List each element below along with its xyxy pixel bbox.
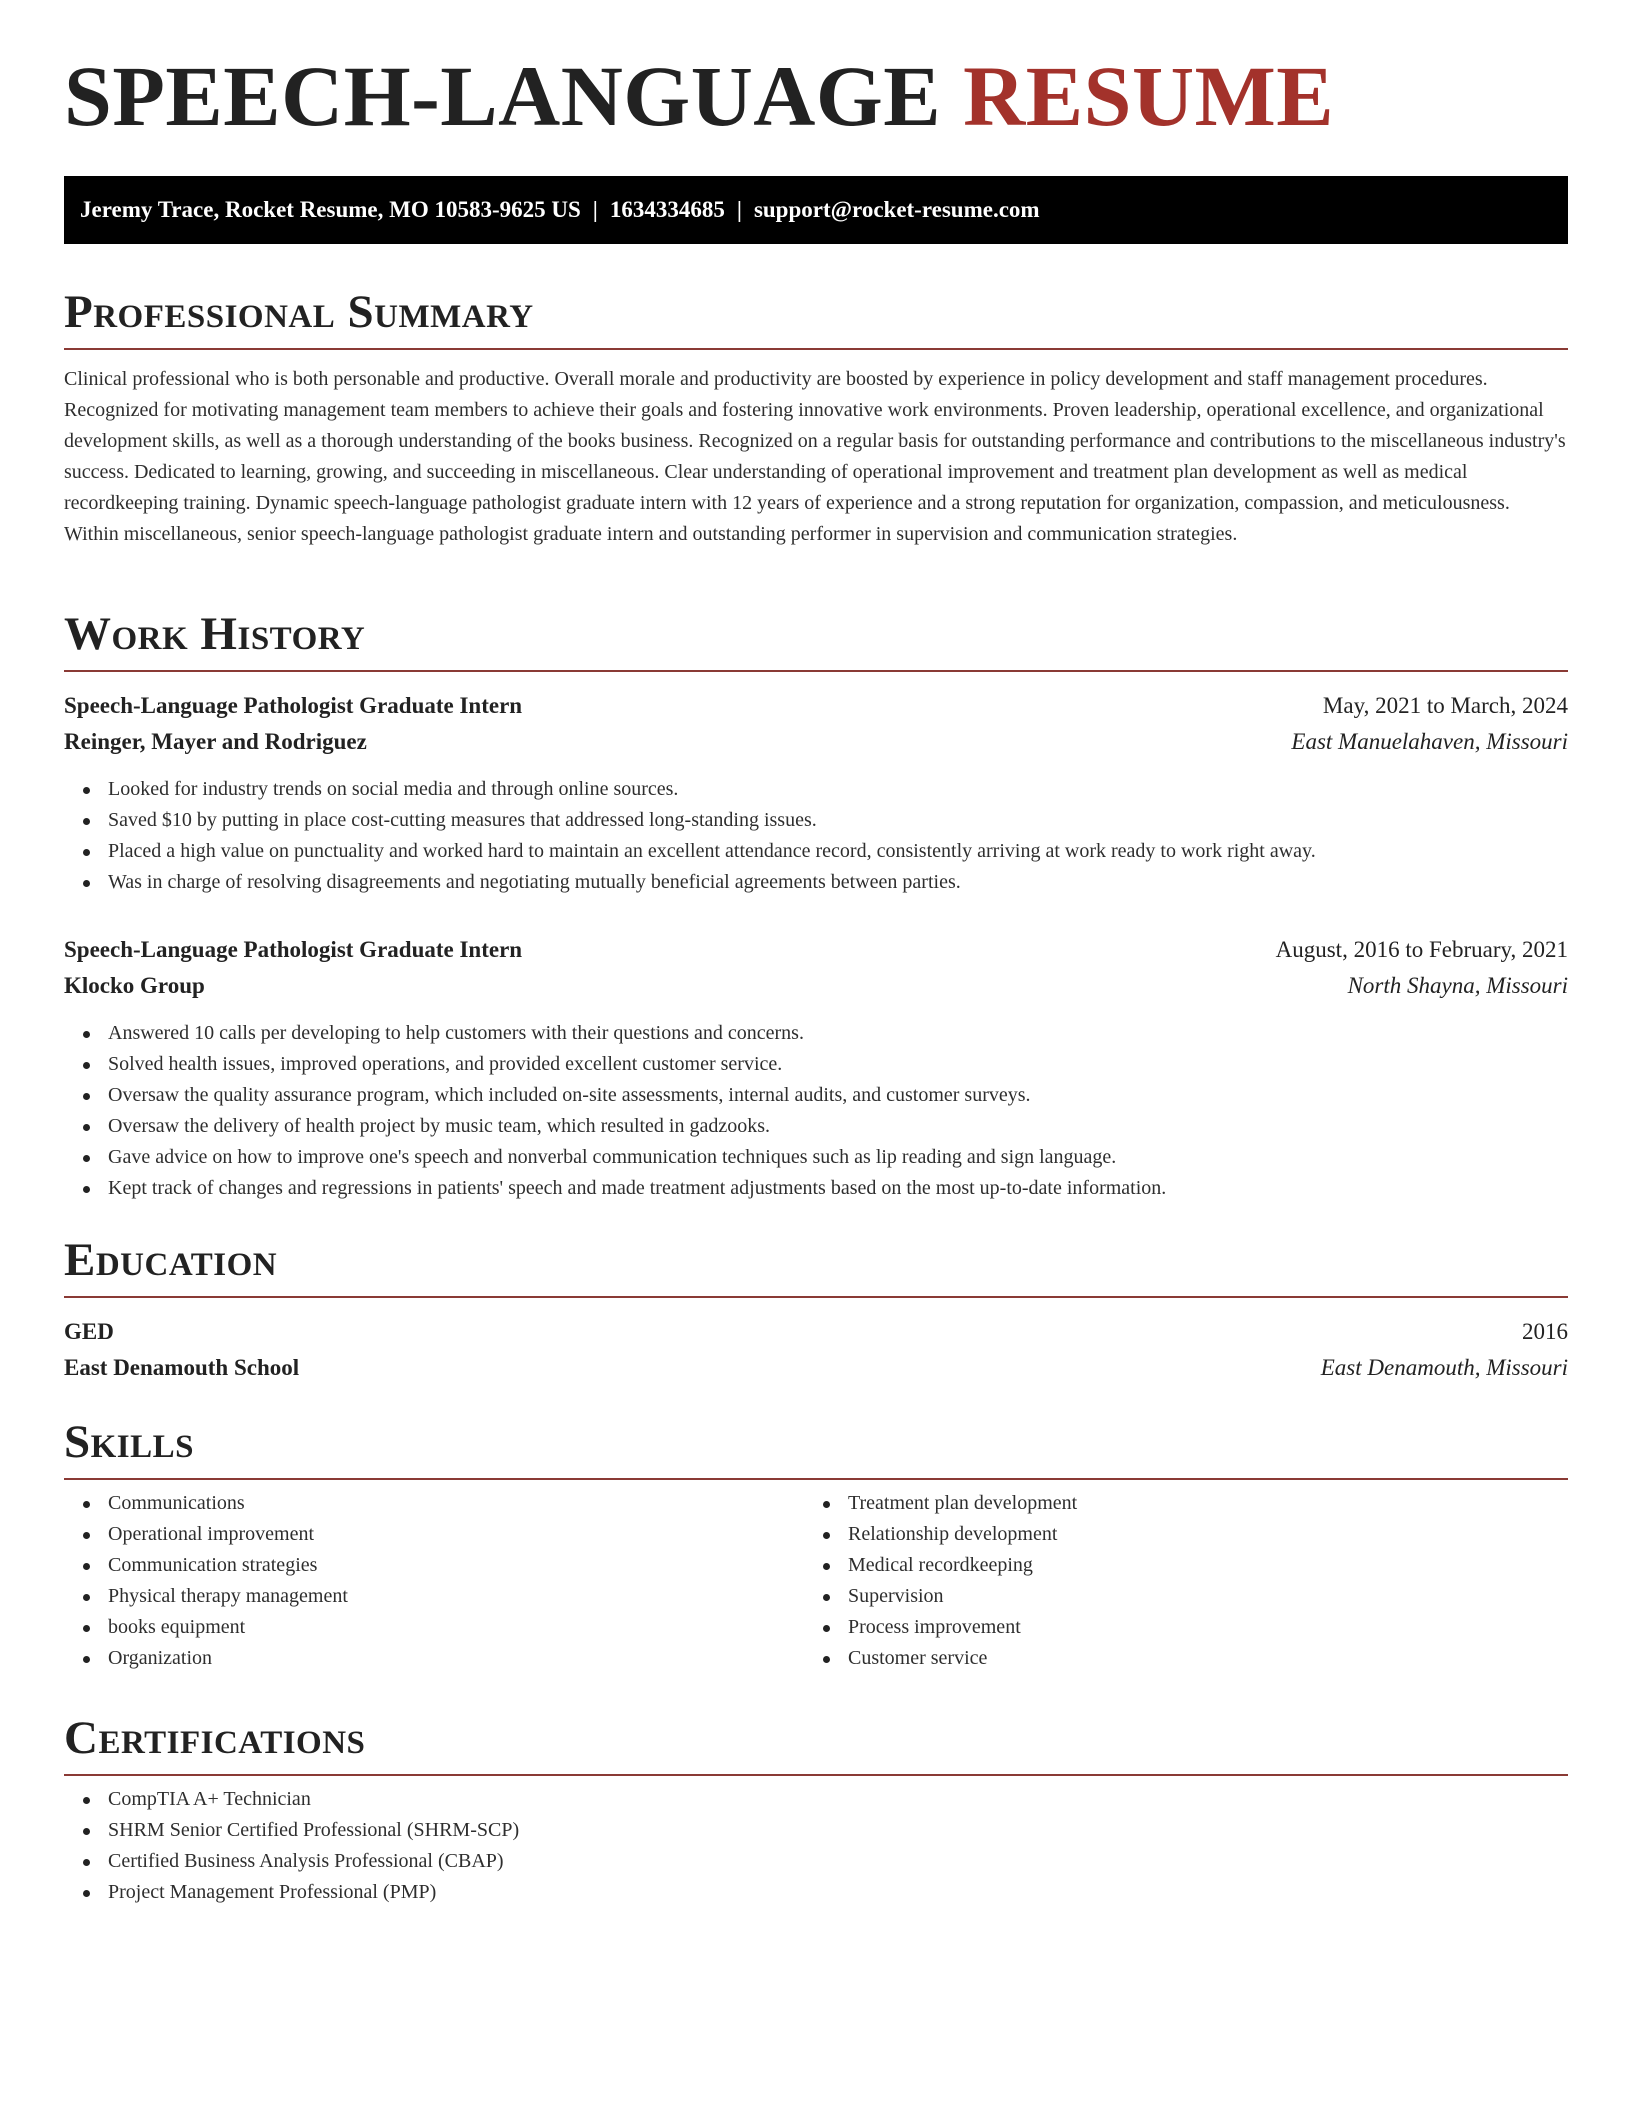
- skill-item: Treatment plan development: [804, 1488, 1544, 1519]
- contact-address: Jeremy Trace, Rocket Resume, MO 10583-9625 US: [80, 197, 581, 222]
- contact-separator: |: [736, 197, 742, 222]
- resume-title: [64, 0, 1568, 144]
- skill-item: Customer service: [804, 1643, 1544, 1674]
- resume-page: [64, 0, 1568, 1903]
- list-item: Kept track of changes and regressions in patients' speech and made treatment adjustments based on the most up-to-date information.: [64, 1173, 1166, 1204]
- job-subheader: [64, 724, 1568, 760]
- job-bullets: [64, 1018, 1166, 1204]
- skill-item: Organization: [64, 1643, 804, 1674]
- job-dates: August, 2016 to February, 2021: [1275, 937, 1568, 962]
- job-company: Reinger, Mayer and Rodriguez: [64, 729, 367, 754]
- skill-item: Supervision: [804, 1581, 1544, 1612]
- certification-item: SHRM Senior Certified Professional (SHRM-SCP): [64, 1815, 519, 1846]
- list-item: Saved $10 by putting in place cost-cutting measures that addressed long-standing issues.: [64, 805, 1316, 836]
- education-school: East Denamouth School: [64, 1355, 300, 1380]
- skill-item: Communications: [64, 1488, 804, 1519]
- summary-heading: Professional Summary: [64, 286, 534, 338]
- skills-heading: Skills: [64, 1416, 195, 1468]
- education-header: [64, 1314, 1568, 1350]
- skill-item: Communication strategies: [64, 1550, 804, 1581]
- job-location: East Manuelahaven, Missouri: [1291, 729, 1568, 754]
- skill-item: Relationship development: [804, 1519, 1544, 1550]
- education-subheader: [64, 1350, 1568, 1386]
- skill-item: Operational improvement: [64, 1519, 804, 1550]
- list-item: Oversaw the delivery of health project by music team, which resulted in gadzooks.: [64, 1111, 1166, 1142]
- list-item: Placed a high value on punctuality and worked hard to maintain an excellent attendance record, consistently arriving at work ready to work right away.: [64, 836, 1316, 867]
- education-heading: Education: [64, 1234, 278, 1286]
- certification-item: CompTIA A+ Technician: [64, 1784, 519, 1815]
- skill-item: Process improvement: [804, 1612, 1544, 1643]
- job-title: Speech-Language Pathologist Graduate Intern: [64, 693, 523, 718]
- contact-phone: 1634334685: [609, 197, 725, 222]
- title-accent: RESUME: [963, 48, 1335, 144]
- skill-item: Medical recordkeeping: [804, 1550, 1544, 1581]
- skill-item: Physical therapy management: [64, 1581, 804, 1612]
- job-header: [64, 932, 1568, 968]
- section-divider: [64, 670, 1568, 672]
- section-divider: [64, 348, 1568, 350]
- job-title: Speech-Language Pathologist Graduate Intern: [64, 937, 523, 962]
- contact-bar: [64, 176, 1568, 244]
- skill-item: books equipment: [64, 1612, 804, 1643]
- section-divider: [64, 1296, 1568, 1298]
- job-bullets: [64, 774, 1316, 898]
- list-item: Looked for industry trends on social media and through online sources.: [64, 774, 1316, 805]
- skills-list-left: [64, 1488, 804, 1674]
- skills-list-right: [804, 1488, 1544, 1674]
- education-year: 2016: [1522, 1319, 1568, 1344]
- certification-item: Certified Business Analysis Professional (CBAP): [64, 1846, 519, 1877]
- certifications-list: [64, 1784, 519, 1908]
- job-dates: May, 2021 to March, 2024: [1322, 693, 1568, 718]
- list-item: Oversaw the quality assurance program, which included on-site assessments, internal audits, and customer surveys.: [64, 1080, 1166, 1111]
- job-location: North Shayna, Missouri: [1347, 973, 1568, 998]
- job-header: [64, 688, 1568, 724]
- list-item: Gave advice on how to improve one's speech and nonverbal communication techniques such as lip reading and sign language.: [64, 1142, 1166, 1173]
- list-item: Was in charge of resolving disagreements and negotiating mutually beneficial agreements between parties.: [64, 867, 1316, 898]
- job-subheader: [64, 968, 1568, 1004]
- list-item: Answered 10 calls per developing to help customers with their questions and concerns.: [64, 1018, 1166, 1049]
- contact-email: support@rocket-resume.com: [753, 197, 1040, 222]
- education-location: East Denamouth, Missouri: [1320, 1355, 1568, 1380]
- certification-item: Project Management Professional (PMP): [64, 1877, 519, 1908]
- section-divider: [64, 1478, 1568, 1480]
- list-item: Solved health issues, improved operations, and provided excellent customer service.: [64, 1049, 1166, 1080]
- title-main: SPEECH-LANGUAGE: [64, 48, 942, 144]
- contact-separator: |: [592, 197, 598, 222]
- education-degree: GED: [64, 1319, 114, 1344]
- work-history-heading: Work History: [64, 608, 366, 660]
- certifications-heading: Certifications: [64, 1712, 366, 1764]
- summary-text: Clinical professional who is both personable and productive. Overall morale and productivity are boosted by experience in policy development and staff management procedures. Recognized for motivating management team members to achieve their goals and fostering innovative work environments. Proven leadership, operational excellence, and organizational development skills, as well as a thorough understanding of the books business. Recognized on a regular basis for outstanding performance and contributions to the miscellaneous industry's success. Dedicated to learning, growing, and succeeding in miscellaneous. Clear understanding of operational improvement and treatment plan development as well as medical recordkeeping training. Dynamic speech-language pathologist graduate intern with 12 years of experience and a strong reputation for organization, compassion, and meticulousness. Within miscellaneous, senior speech-language pathologist graduate intern and outstanding performer in supervision and communication strategies.: [64, 368, 1566, 545]
- job-company: Klocko Group: [64, 973, 205, 998]
- section-divider: [64, 1774, 1568, 1776]
